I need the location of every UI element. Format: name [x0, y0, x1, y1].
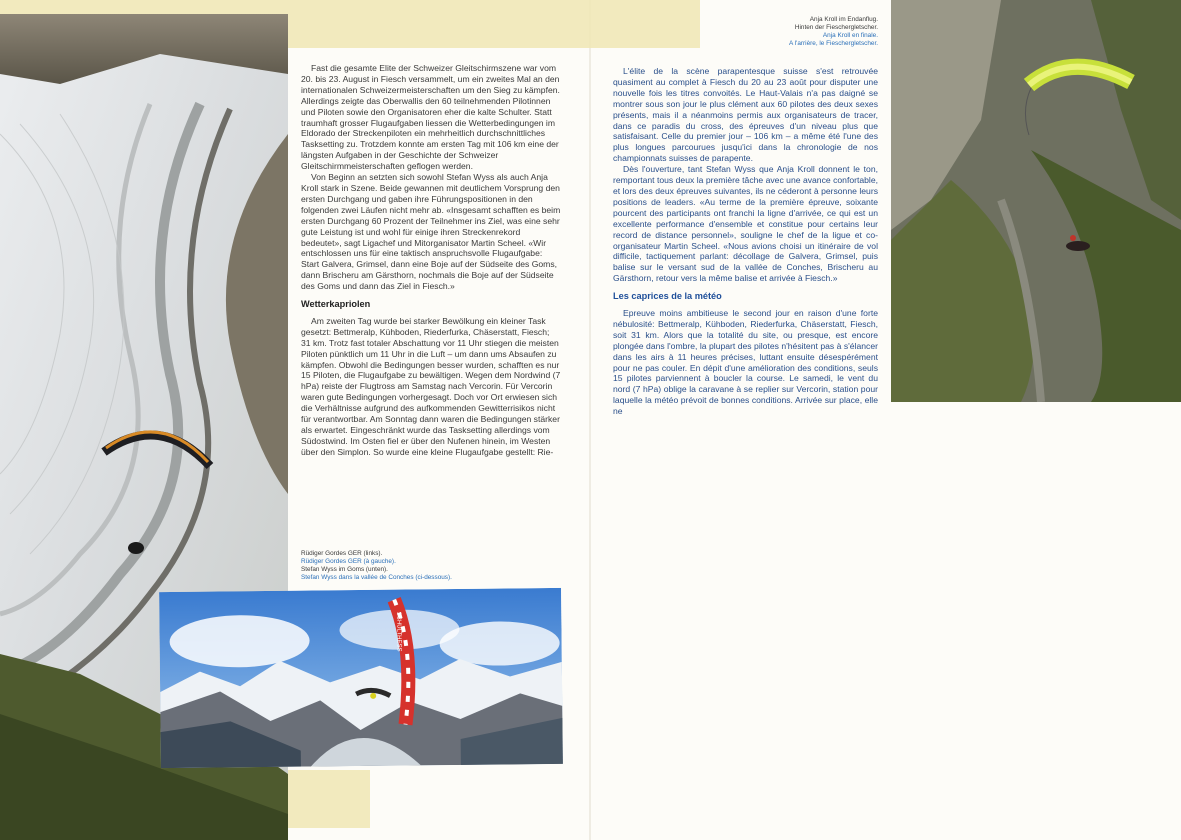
article-de-paragraph-1: Fast die gesamte Elite der Schweizer Gleitschirmszene war vom 20. bis 23. August in Fiesch versammelt, um ein zweites Mal an den internationalen Schweizermeisterschaften um den Sieg zu kämpfen. Allerdings zeigte das Oberwallis den 60 teilnehmenden Pilotinnen und Piloten sowie den Organisatoren eher die kalte Schulter. Statt traumhaft grosser Flugaufgaben liessen die Wetterbedingungen im Eldorado der Streckenpiloten ein mehrheitlich durchschnittliches Tasksetting zu. Trotzdem konnte am ersten Tag mit 106 km eine der längsten Aufgaben in der Geschichte der Schweizer Gleitschirmmeisterschaften geflogen werden. [301, 63, 560, 172]
article-de-heading: Wetterkapriolen [301, 299, 371, 310]
caption-top-right [760, 16, 878, 48]
caption-bottom-fr-2: Stefan Wyss dans la vallée de Conches (ci-dessous). [301, 574, 452, 581]
caption-top-de-1: Anja Kroll im Endanflug. [809, 16, 878, 23]
article-german [301, 63, 561, 458]
valley-photo [891, 0, 1181, 402]
article-de-paragraph-2: Von Beginn an setzten sich sowohl Stefan Wyss als auch Anja Kroll stark in Szene. Beide gewannen mit deutlichem Vorsprung den ersten Durchgang und gaben ihre Führungspositionen in den folgenden zwei Läufen nicht mehr ab. «Insgesamt schafften es beim ersten Durchgang 60 Prozent der Teilnehmer ins Ziel, was eine sehr gute Leistung ist und wohl für einige ihren Streckenrekord bedeutet», sagt Ligachef und Mitorganisator Martin Scheel. «Wir entschlossen uns für eine taktisch anspruchsvolle Flugaufgabe: Start Galvera, Grimsel, dann eine Boje auf der Südseite des Goms, dann Brischeru am Gärsthorn, nochmals die Boje auf der Südseite des Goms und dann das Ziel in Fiesch.» [301, 172, 561, 292]
caption-bottom-de-1: Rüdiger Gordes GER (links). [301, 550, 383, 557]
caption-top-fr-2: A l'arrière, le Fieschergletscher. [789, 40, 878, 47]
panorama-photo [159, 588, 563, 768]
page-gutter [589, 0, 591, 840]
caption-bottom-left [301, 550, 501, 582]
article-fr-heading: Les caprices de la météo [613, 291, 722, 302]
article-de-paragraph-3: Am zweiten Tag wurde bei starker Bewölkung ein kleiner Task gesetzt: Bettmeralp, Kühboden, Riederfurka, Chäserstatt, Fiesch; 31 km. Trotz fast totaler Abschattung vor 11 Uhr stiegen die meisten Piloten pünktlich um 11 Uhr in die Luft – um dann ums Absaufen zu kämpfen. Obwohl die Bedingungen besser wurden, schafften es nur 15 Piloten, die Flugaufgabe zu bewältigen. Wegen dem Nordwind (7 hPa) reiste der Flugtross am Samstag nach Vercorin. Für Vercorin waren gute Bedingungen vorhergesagt. Doch vor Ort erwiesen sich die Verhältnisse aufgrund des aufkommenden Gewitterrisikos nicht für verantwortbar. Am Sonntag dann waren die Bedingungen stärker als erwartet. Eingeschränkt wurde das Tasksetting allerdings vom Südostwind. Im Osten fiel er über den Nufenen hinein, im Westen über den Simplon. So wurde eine kleine Flugaufgabe gestellt: Rie- [301, 315, 561, 457]
caption-bottom-de-2: Stefan Wyss im Goms (unten). [301, 566, 388, 573]
article-fr-paragraph-3: Epreuve moins ambitieuse le second jour en raison d'une forte nébulosité: Bettmeralp, Kühboden, Riederfurka, Chäserstatt, Fiesch, soit 31 km. Alors que la totalité du site, ou presque, est encore plongée dans l'ombre, la plupart des pilotes n'hésitent pas à s'élancer dans les airs à 11 heures précises, luttant ensuite désespérément pour ne pas couler. En dépit d'une amélioration des conditions, seuls 15 pilotes parviennent à boucler la course. Le samedi, le vent du nord (7 hPa) oblige la caravane à se replier sur Vercorin, station pour laquelle la météo prévoit de bonnes conditions. Arrivée sur place, elle ne [613, 308, 878, 417]
caption-top-fr-1: Anja Kroll en finale. [822, 32, 878, 39]
caption-bottom-fr-1: Rüdiger Gordes GER (à gauche). [301, 558, 396, 565]
caption-top-de-2: Hinten der Fieschergletscher. [794, 24, 878, 31]
article-french [613, 66, 878, 417]
article-fr-paragraph-1: L'élite de la scène parapentesque suisse s'est retrouvée quasiment au complet à Fiesch du 20 au 23 août pour disputer une nouvelle fois les titres convoités. Le Haut-Valais n'a pas daigné se montrer sous son jour le plus clément aux 60 pilotes des deux sexes présents, mais il a néanmoins permis aux organisateurs de tracer, dans ce paradis du cross, des épreuves d'un niveau plus que satisfaisant. Celle du premier jour – 106 km – a même été l'une des plus longues parcourues jusqu'ici dans la chronologie de nos championnats suisses de parapente. [613, 66, 878, 164]
wing-text: SCHULTHESS [395, 611, 402, 652]
article-fr-paragraph-2: Dès l'ouverture, tant Stefan Wyss que Anja Kroll donnent le ton, remportant tous deux la première tâche avec une avance confortable, et lors des deux épreuves suivantes, ils ne céderont à personne leurs positions de leaders. «Au terme de la première épreuve, soixante pourcent des participants ont franchi la ligne d'arrivée, ce qui est un excellente performance d'ensemble et constitue pour certains leur record de distance personnel», souligne le chef de la ligue et co-organisateur Martin Scheel. «Nous avions choisi un itinéraire de vol difficile, tactiquement parlant: décollage de Galvera, Grimsel, puis balise sur le versant sud de la vallée de Conches, Brischeru au Gärsthorn, retour vers la même balise et arrivée à Fiesch.» [613, 164, 878, 284]
